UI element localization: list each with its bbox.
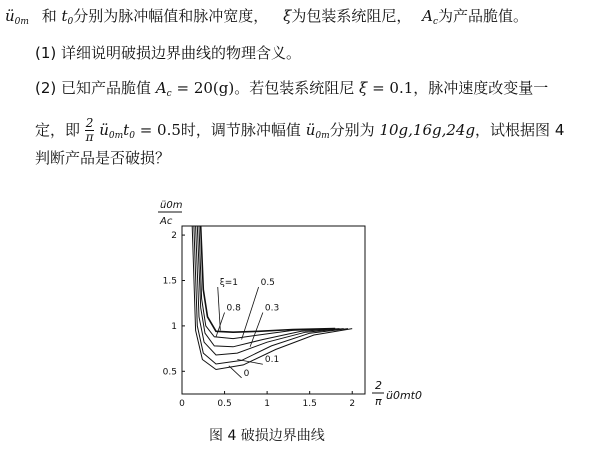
- x-tick-label: 0: [179, 399, 185, 409]
- x-tick-label: 1.5: [302, 399, 317, 409]
- u0m-symbol: $ü_{0m}$: [5, 7, 29, 27]
- series-line-5: [192, 226, 352, 370]
- y-axis-label-numerator: ü0m: [160, 200, 183, 211]
- y-axis-label-denominator: Ac: [160, 216, 173, 227]
- annotation-leader: [237, 359, 263, 364]
- annotation-leader: [216, 312, 225, 336]
- annotation-label: 0.3: [264, 303, 280, 314]
- t0-symbol: $t_0$: [61, 7, 74, 27]
- annotation-label: 0: [243, 368, 250, 379]
- annotation-label: 0.5: [260, 278, 275, 289]
- y-tick-label: 1.5: [162, 276, 177, 287]
- x-tick-label: 1: [264, 399, 270, 409]
- annotation-label: ξ=1: [219, 278, 239, 289]
- x-axis-label-expression: ü0mt0: [386, 389, 422, 402]
- x-tick-label: 0.5: [217, 399, 232, 409]
- damage-boundary-chart: [150, 196, 440, 421]
- y-tick-label: 2: [171, 231, 177, 242]
- figure-caption: 图 4 破损边界曲线: [209, 428, 325, 444]
- question-2-continued: 定，即 $\frac{2}{\pi}$ $ü_{0m}t_0 = 0.5$时，调节脉冲幅值 $ü_{0m}$分别为 10g,16g,24g，试根据图 4: [35, 116, 565, 144]
- ac-symbol: $A_c$: [422, 7, 439, 27]
- x-axis-label-denominator: π: [375, 395, 382, 408]
- problem-line-1: $ü_{0m}$ 和 $t_0$分别为脉冲幅值和脉冲宽度， ξ为包装系统阻尼， $A_c$为产品脆值。: [5, 7, 529, 27]
- y-tick-label: 0.5: [162, 367, 177, 378]
- xi-symbol: ξ: [283, 7, 292, 25]
- damage-boundary-figure: [150, 196, 440, 425]
- plot-area: [163, 226, 365, 409]
- y-tick-label: 1: [171, 321, 177, 332]
- annotation-label: 0.8: [226, 303, 241, 314]
- annotation-label: 0.1: [264, 355, 280, 366]
- annotation-leader: [229, 366, 242, 378]
- annotation-leader: [250, 312, 263, 346]
- two-over-pi-fraction: $\frac{2}{\pi}$: [85, 116, 94, 144]
- x-tick-label: 2: [349, 399, 356, 409]
- annotation-leader: [218, 287, 221, 330]
- series-line-4: [194, 226, 348, 364]
- x-axis-label-numerator: 2: [375, 379, 382, 392]
- question-2-end: 判断产品是否破损？: [35, 149, 171, 167]
- question-1: (1) 详细说明破损边界曲线的物理含义。: [35, 44, 302, 62]
- question-2: (2) 已知产品脆值 $A_c = 20(g)$。若包装系统阻尼 ξ = 0.1，脉冲速度改变量一: [35, 79, 549, 99]
